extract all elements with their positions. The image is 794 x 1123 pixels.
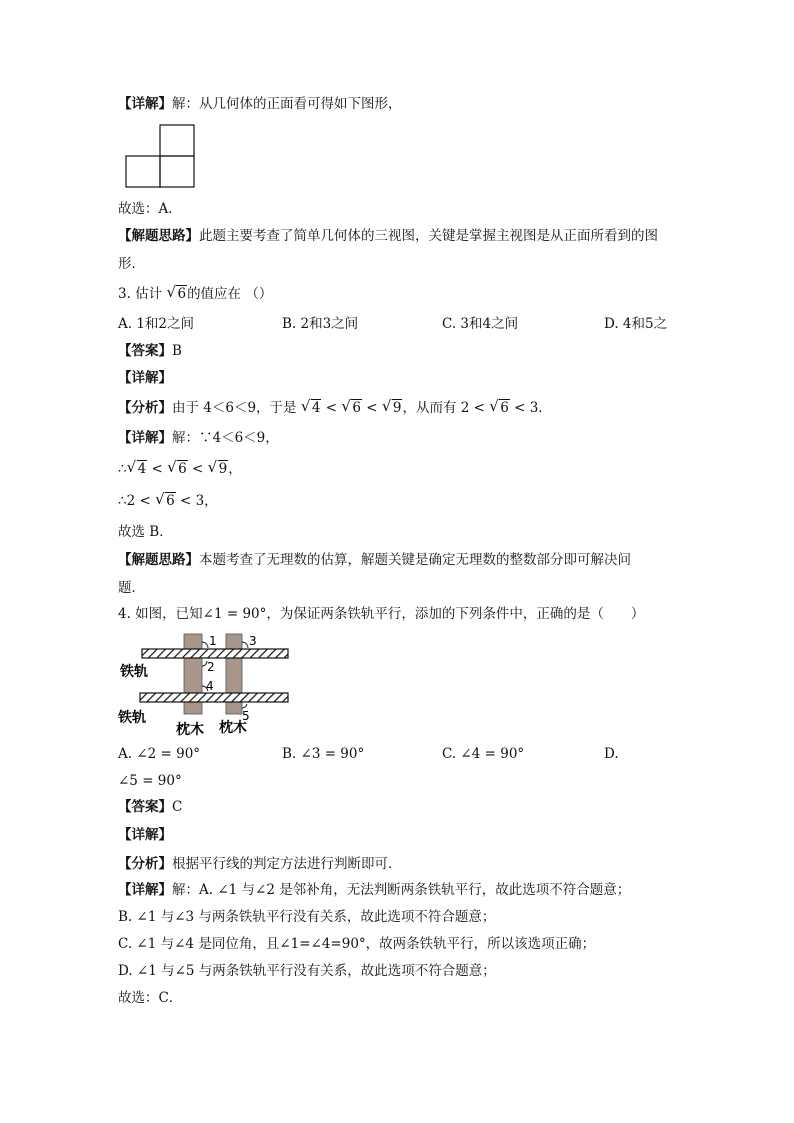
answer-value: B	[172, 343, 182, 359]
detail-4-c: C. ∠1 与∠4 是同位角，且∠1=∠4=90°，故两条铁轨平行，所以该选项正确；	[118, 936, 596, 952]
q3-suffix: 的值应在 （）	[187, 286, 273, 302]
radicand: 9	[218, 461, 228, 477]
rail-label-bottom: 铁轨	[118, 710, 146, 726]
detail-line	[118, 94, 402, 114]
detail-3-heading: 【详解】	[118, 370, 172, 386]
comma: ，	[228, 461, 242, 477]
step-2-suffix: < 3，	[175, 493, 218, 509]
choose-b-line: 故选 B．	[118, 524, 173, 540]
answer-tag: 【答案】	[118, 343, 172, 359]
detail-a: 解：A. ∠1 与∠2 是邻补角，无法判断两条铁轨平行，故此选项不符合题意；	[172, 882, 631, 898]
less-than: <	[361, 400, 382, 416]
q3-prefix: 3. 估计	[118, 286, 163, 302]
detail-4-b: B. ∠1 与∠3 与两条铁轨平行没有关系，故此选项不符合题意；	[118, 909, 496, 925]
sqrt-symbol	[209, 459, 229, 479]
q3-option-d: D. 4和5之	[604, 316, 668, 332]
front-view-figure	[124, 124, 196, 188]
angle-5-label: 5	[242, 709, 250, 723]
analysis-3	[118, 398, 552, 418]
therefore-symbol: ∴	[118, 461, 127, 477]
analysis-text-b: ，从而有 2 <	[402, 400, 490, 416]
radicand: 4	[137, 461, 147, 477]
choose-a-line: 故选：A．	[118, 201, 182, 217]
detail-4-heading: 【详解】	[118, 827, 172, 843]
q4-option-b: B. ∠3 = 90°	[282, 746, 365, 762]
rail-label-top: 铁轨	[120, 664, 148, 680]
radicand: 6	[352, 400, 361, 416]
sleeper-label-left: 枕木	[176, 722, 204, 738]
sqrt-symbol	[383, 398, 403, 418]
less-than: <	[321, 400, 342, 416]
q3-option-c: C. 3和4之间	[442, 316, 519, 332]
idea-3-continued: 题．	[118, 580, 145, 596]
idea-continued: 形．	[118, 256, 145, 272]
analysis-text: 根据平行线的判定方法进行判断即可．	[172, 856, 402, 872]
sqrt-symbol	[128, 459, 148, 479]
idea-tag: 【解题思路】	[118, 552, 199, 568]
sqrt-symbol	[490, 398, 510, 418]
radicand: 9	[392, 400, 402, 416]
radicand: 4	[311, 400, 321, 416]
detail-3	[118, 428, 279, 448]
q3-option-a: A. 1和2之间	[118, 316, 195, 332]
angle-3-label: 3	[249, 634, 257, 648]
angle-3-arc	[242, 642, 248, 648]
step-2-prefix: ∴2 <	[118, 493, 156, 509]
rail-bottom	[140, 693, 288, 702]
analysis-tag: 【分析】	[118, 856, 172, 872]
question-3	[118, 284, 272, 304]
answer-4	[118, 797, 182, 817]
detail-4-d: D. ∠1 与∠5 与两条铁轨平行没有关系，故此选项不符合题意；	[118, 963, 496, 979]
less-than: <	[147, 461, 168, 477]
analysis-text-c: < 3．	[509, 400, 552, 416]
idea-text: 本题考查了无理数的估算，解题关键是确定无理数的整数部分即可解决问	[199, 552, 631, 568]
sqrt-symbol	[342, 398, 362, 418]
sqrt-symbol	[167, 284, 187, 304]
radicand: 6	[500, 400, 509, 416]
angle-1-arc	[202, 642, 208, 648]
front-view-square-top	[160, 125, 194, 156]
detail-tag: 【详解】	[118, 96, 172, 112]
sqrt-symbol	[168, 459, 188, 479]
detail-text: 解：从几何体的正面看可得如下图形，	[172, 96, 402, 112]
radicand: 6	[178, 461, 187, 477]
analysis-text-a: 由于 4＜6＜9，于是	[172, 400, 297, 416]
q3-option-b: B. 2和3之间	[282, 316, 359, 332]
radicand: 6	[166, 493, 175, 509]
q4-option-c: C. ∠4 = 90°	[442, 746, 525, 762]
rail-top	[142, 649, 288, 658]
idea-3-line	[118, 550, 631, 570]
idea-tag: 【解题思路】	[118, 228, 199, 244]
answer-value: C	[172, 799, 183, 815]
idea-line	[118, 226, 658, 246]
q3-radicand: 6	[177, 286, 187, 302]
answer-tag: 【答案】	[118, 799, 172, 815]
idea-text: 此题主要考查了简单几何体的三视图，关键是掌握主视图是从正面所看到的图	[199, 228, 658, 244]
q4-option-d: D.	[604, 746, 619, 762]
detail-text: 解：∵4＜6＜9，	[172, 430, 279, 446]
q4-option-d-continued: ∠5 = 90°	[118, 773, 182, 789]
step-1	[118, 459, 242, 479]
front-view-square-bottom-left	[126, 156, 160, 187]
angle-4-label: 4	[206, 679, 214, 693]
q4-option-a: A. ∠2 = 90°	[118, 746, 201, 762]
choose-c-line: 故选：C．	[118, 990, 183, 1006]
detail-tag: 【详解】	[118, 882, 172, 898]
sleeper-label-right: 枕木	[219, 720, 247, 736]
step-2	[118, 491, 218, 511]
angle-1-label: 1	[209, 634, 217, 648]
analysis-4	[118, 854, 402, 874]
sqrt-symbol	[156, 491, 176, 511]
detail-tag: 【详解】	[118, 430, 172, 446]
angle-2-label: 2	[207, 660, 215, 674]
railway-figure	[118, 628, 298, 740]
less-than: <	[187, 461, 208, 477]
front-view-square-bottom-right	[160, 156, 194, 187]
detail-4	[118, 880, 630, 900]
analysis-tag: 【分析】	[118, 400, 172, 416]
angle-5-arc	[242, 704, 247, 708]
sqrt-symbol	[302, 398, 322, 418]
question-4: 4. 如图，已知∠1 = 90°，为保证两条铁轨平行，添加的下列条件中，正确的是（ ）	[118, 606, 645, 622]
answer-3	[118, 341, 182, 361]
